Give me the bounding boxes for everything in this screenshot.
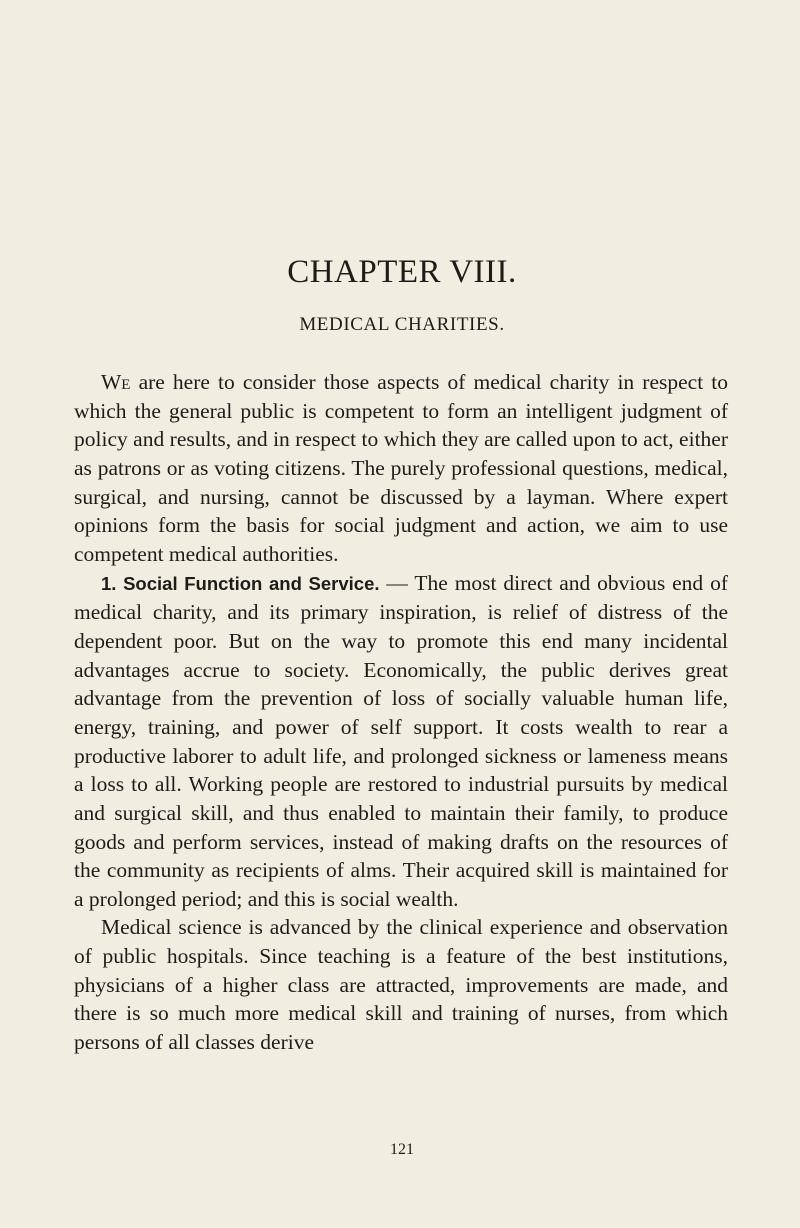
- section-title: MEDICAL CHARITIES.: [299, 314, 505, 335]
- paragraph-social-function-text: — The most direct and obvious end of medical charity, and its primary inspiration, is relief of distress of the dependent poor. But on the way to promote this end many incidental advantages accrue to society. Economically, the public derives great advantage from the prevention of loss of socially valuable human life, energy, training, and power of self support. It costs wealth to rear a productive laborer to adult life, and prolonged sickness or lameness means a loss to all. Working people are restored to industrial pursuits by medical and surgical skill, and thus enabled to maintain their family, to produce goods and perform services, instead of making drafts on the resources of the community as recipients of alms. Their acquired skill is maintained for a prolonged period; and this is social wealth.: [74, 570, 728, 911]
- inline-section-heading: 1. Social Function and Service.: [101, 572, 380, 594]
- paragraph-social-function: [74, 569, 728, 914]
- paragraph-intro-text: are here to consider those aspects of medical charity in respect to which the general public is competent to form an intelligent judgment of policy and results, and in respect to which they are called upon to act, either as patrons or as voting citizens. The purely professional questions, medical, surgical, and nursing, cannot be discussed by a layman. Where expert opinions form the basis for social judgment and action, we aim to use competent medical authorities.: [74, 370, 728, 566]
- chapter-title: CHAPTER VIII.: [287, 254, 517, 290]
- page-number: 121: [390, 1141, 414, 1158]
- paragraph-intro: [74, 368, 728, 569]
- paragraph-medical-science: Medical science is advanced by the clinical experience and observation of public hospitals. Since teaching is a feature of the best institutions, physicians of a higher class are attracted, improvements are made, and there is so much more medical skill and training of nurses, from which persons of all classes derive: [74, 915, 728, 1055]
- paragraph-lead-word: We: [101, 370, 131, 394]
- body-text: [74, 368, 728, 1057]
